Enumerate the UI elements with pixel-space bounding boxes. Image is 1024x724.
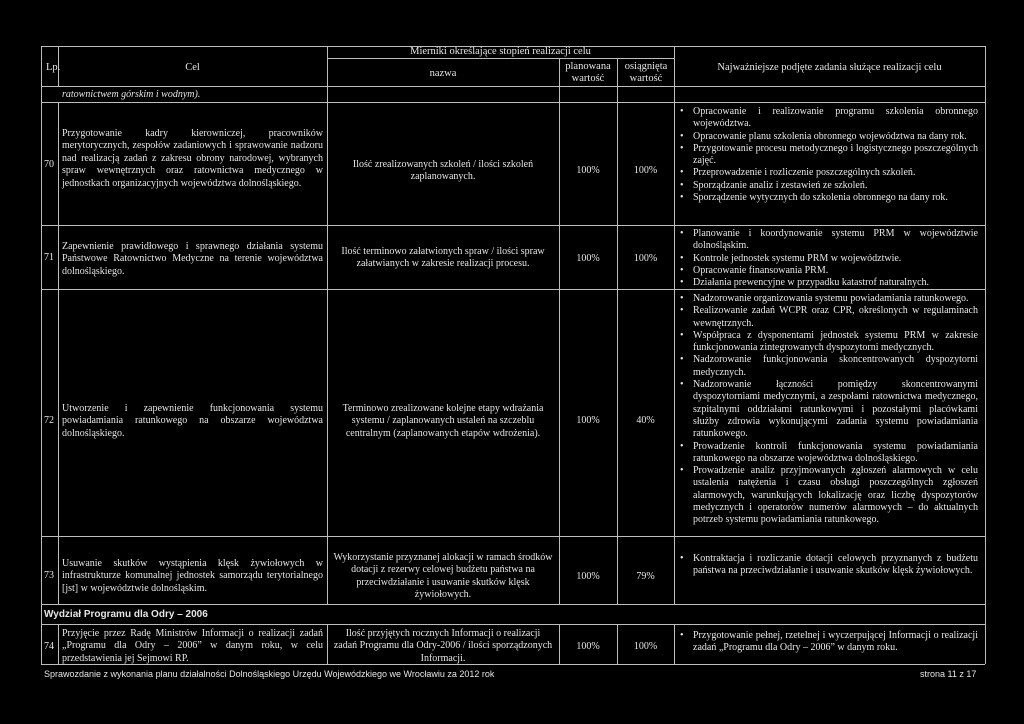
- row-73-lp: 73: [44, 570, 54, 581]
- col-border-nazwa: [559, 58, 560, 604]
- col-border-osiag-74: [674, 624, 675, 664]
- list-item: • Realizowanie zadań WCPR oraz CPR, określonych w regulaminach wewnętrznych.: [676, 305, 978, 330]
- row-73-osiagnieta: 79%: [636, 571, 655, 582]
- header-mierniki: Mierniki określające stopień realizacji celu: [410, 46, 591, 57]
- col-border-plan: [617, 58, 618, 604]
- col-border-right: [985, 46, 986, 664]
- row-73-planowana: 100%: [576, 571, 600, 582]
- row-74-planowana: 100%: [576, 641, 600, 652]
- list-item: • Kontraktacja i rozliczanie dotacji celowych przyznanych z budżetu państwa na przeciwdziałanie i usuwanie skutków klęsk żywiołowych.: [676, 553, 978, 578]
- row-71-planowana: 100%: [576, 253, 600, 264]
- header-bottom-border: [41, 86, 985, 87]
- list-item: • Nadzorowanie funkcjonowania skoncentrowanych dyspozytorni medycznych.: [676, 354, 978, 379]
- col-border-lp-body: [58, 102, 59, 604]
- list-item: • Opracowanie i realizowanie programu szkolenia obronnego województwa.: [676, 106, 978, 131]
- row-73-tasks: [676, 553, 978, 578]
- footer-title: Sprawozdanie z wykonania planu działalności Dolnośląskiego Urzędu Wojewódzkiego we Wrocławiu za 2012 rok: [44, 669, 495, 679]
- row-72-bottom: [41, 536, 985, 537]
- page-number: strona 11 z 17: [920, 669, 977, 679]
- list-item: • Współpraca z dysponentami jednostek systemu PRM w zakresie funkcjonowania zintegrowanych dyspozytorni medycznych.: [676, 330, 978, 355]
- row-70-planowana: 100%: [576, 165, 600, 176]
- row-71-cel: Zapewnienie prawidłowego i sprawnego działania systemu Państwowe Ratownictwo Medyczne na terenie województwa dolnośląskiego.: [62, 241, 323, 277]
- row-72-cel: Utworzenie i zapewnienie funkcjonowania systemu powiadamiania ratunkowego na obszarze województwa dolnośląskiego.: [62, 403, 323, 439]
- row-74-lp: 74: [44, 641, 54, 652]
- row-74-cel: Przyjęcie przez Radę Ministrów Informacji o realizacji zadań „Programu dla Odry – 2006” w danym roku, w celu przedstawienia jej Sejmowi RP.: [62, 628, 323, 664]
- row-70-bottom: [41, 225, 985, 226]
- row-72-tasks: [676, 293, 978, 527]
- row-71-lp: 71: [44, 252, 54, 263]
- list-item: • Przeprowadzenie i rozliczenie poszczególnych szkoleń.: [676, 167, 978, 179]
- row-72-nazwa: Terminowo zrealizowane kolejne etapy wdrażania systemu / zaplanowanych ustaleń na szczeblu centralnym (zaplanowanych etapów wdrożenia).: [342, 403, 544, 439]
- list-item: • Prowadzenie analiz przyjmowanych zgłoszeń alarmowych w celu ustalenia natężenia i czasu obsługi poszczególnych zgłoszeń alarmowych, warunkujących lokalizację oraz liczbę dyspozytorów medycznych i operatorów numerów alarmowych – do aktualnych potrzeb systemu powiadamiania ratunkowego.: [676, 465, 978, 526]
- row-71-tasks: [676, 228, 978, 289]
- list-item: • Działania prewencyjne w przypadku katastrof naturalnych.: [676, 277, 978, 289]
- header-osiagnieta: osiągnięta wartość: [624, 61, 668, 84]
- header-nazwa: nazwa: [429, 68, 457, 79]
- row-74-tasks: [676, 630, 978, 655]
- row-74-nazwa: Ilość przyjętych rocznych Informacji o realizacji zadań Programu dla Odry-2006 / ilości sporządzonych Informacji.: [333, 628, 553, 664]
- row-72-lp: 72: [44, 415, 54, 426]
- list-item: • Opracowanie planu szkolenia obronnego województwa na dany rok.: [676, 131, 978, 143]
- list-item: • Sporządzenie wytycznych do szkolenia obronnego na dany rok.: [676, 192, 978, 204]
- header-mid-rule: [327, 58, 674, 59]
- list-item: • Nadzorowanie łączności pomiędzy skoncentrowanymi dyspozytorniami medycznymi, a zespołami ratownictwa medycznego, szpitalnymi oddziałami ratunkowymi i pozostałymi placówkami służby zdrowia wykonującymi zadania systemu powiadamiania ratunkowego.: [676, 379, 978, 440]
- row-73-cel: Usuwanie skutków wystąpienia klęsk żywiołowych w infrastrukturze komunalnej jednostek samorządu terytorialnego [jst] w województwie dolnośląskim.: [62, 558, 323, 594]
- list-item: • Nadzorowanie organizowania systemu powiadamiania ratunkowego.: [676, 293, 978, 305]
- header-planowana: planowana wartość: [565, 61, 611, 84]
- section-title: Wydział Programu dla Odry – 2006: [44, 609, 208, 620]
- col-border-cel-74: [327, 624, 328, 664]
- list-item: • Przygotowanie procesu metodycznego i logistycznego poszczególnych zajęć.: [676, 143, 978, 168]
- row-70-osiagnieta: 100%: [633, 165, 658, 176]
- list-item: • Prowadzenie kontroli funkcjonowania systemu powiadamiania ratunkowego na obszarze województwa dolnośląskiego.: [676, 441, 978, 466]
- row-70-cel: Przygotowanie kadry kierowniczej, pracowników merytorycznych, zespołów zadaniowych i sprawowanie nadzoru nad realizacją zadań z zakresu obrony narodowej, wybranych spraw wewnętrznych oraz ratownictwa medycznego w jednostkach organizacyjnych województwa dolnośląskiego.: [62, 128, 323, 189]
- header-zadania: Najważniejsze podjęte zadania służące realizacji celu: [717, 62, 942, 73]
- header-lp: Lp.: [46, 62, 61, 73]
- carryover-text: ratownictwem górskim i wodnym).: [62, 89, 201, 100]
- row-carryover-bottom: [41, 102, 985, 103]
- list-item: • Sporządzanie analiz i zestawień ze szkoleń.: [676, 180, 978, 192]
- col-border-osiag: [674, 46, 675, 604]
- row-72-osiagnieta: 40%: [636, 415, 655, 426]
- col-border-lp-74: [58, 624, 59, 664]
- header-cel: Cel: [185, 62, 200, 73]
- col-border-cel: [327, 46, 328, 604]
- row-70-tasks: [676, 106, 978, 204]
- row-70-nazwa: Ilość zrealizowanych szkoleń / ilości szkoleń zaplanowanych.: [352, 159, 534, 183]
- list-item: • Przygotowanie pełnej, rzetelnej i wyczerpującej Informacji o realizacji zadań „Programu dla Odry – 2006” w danym roku.: [676, 630, 978, 655]
- list-item: • Kontrole jednostek systemu PRM w województwie.: [676, 253, 978, 265]
- row-70-lp: 70: [44, 159, 54, 170]
- row-71-nazwa: Ilość terminowo załatwionych spraw / ilości spraw załatwianych w zakresie realizacji procesu.: [341, 246, 545, 270]
- list-item: • Opracowanie finansowania PRM.: [676, 265, 978, 277]
- row-74-osiagnieta: 100%: [633, 641, 658, 652]
- section-bottom: [41, 624, 985, 625]
- col-border-left: [41, 46, 42, 664]
- list-item: • Planowanie i koordynowanie systemu PRM w województwie dolnośląskim.: [676, 228, 978, 253]
- row-71-osiagnieta: 100%: [633, 253, 658, 264]
- row-73-nazwa: Wykorzystanie przyznanej alokacji w ramach środków dotacji z rezerwy celowej budżetu państwa na przeciwdziałanie i usuwanie skutków klęsk żywiołowych.: [333, 552, 553, 601]
- row-73-bottom: [41, 604, 985, 605]
- row-72-planowana: 100%: [576, 415, 600, 426]
